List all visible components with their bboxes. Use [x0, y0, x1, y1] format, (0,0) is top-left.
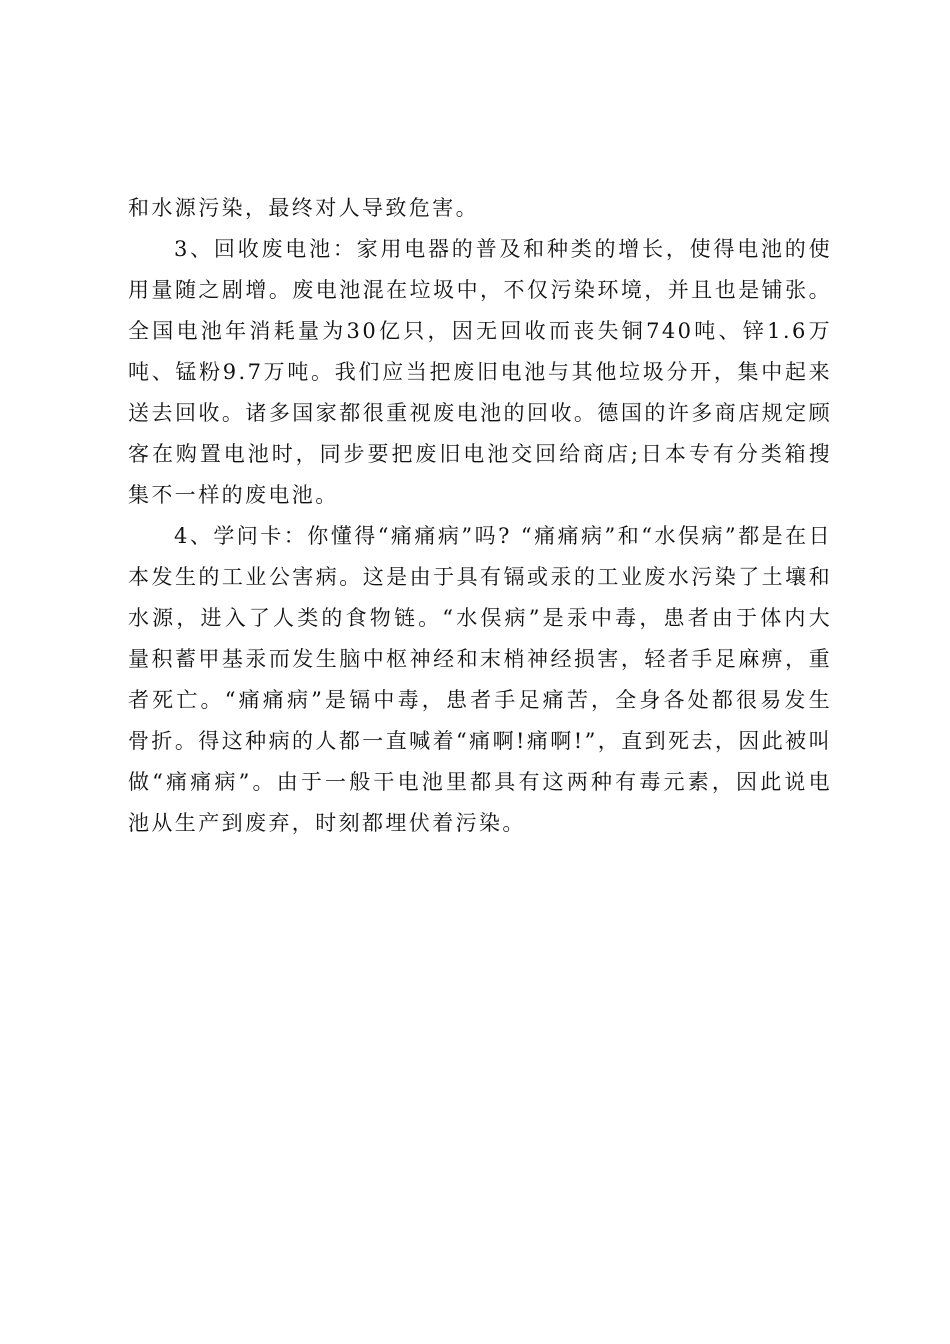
document-body — [128, 188, 832, 844]
paragraph-battery-recycling: 3、回收废电池：家用电器的普及和种类的增长，使得电池的使用量随之剧增。废电池混在垃圾中，不仅污染环境，并且也是铺张。全国电池年消耗量为30亿只，因无回收而丧失铜740吨、锌1.6万吨、锰粉9.7万吨。我们应当把废旧电池与其他垃圾分开，集中起来送去回收。诸多国家都很重视废电池的回收。德国的许多商店规定顾客在购置电池时，同步要把废旧电池交回给商店;日本专有分类箱搜集不一样的废电池。 — [128, 237, 832, 507]
paragraph-continuation: 和水源污染，最终对人导致危害。 — [128, 196, 479, 220]
paragraph-knowledge-card: 4、学问卡：你懂得“痛痛病”吗? “痛痛病”和“水俣病”都是在日本发生的工业公害病。这是由于具有镉或汞的工业废水污染了土壤和水源，进入了人类的食物链。“水俣病”是汞中毒，患者由于体内大量积蓄甲基汞而发生脑中枢神经和末梢神经损害，轻者手足麻痹，重者死亡。“痛痛病”是镉中毒，患者手足痛苦，全身各处都很易发生骨折。得这种病的人都一直喊着“痛啊!痛啊!”，直到死去，因此被叫做“痛痛病”。由于一般干电池里都具有这两种有毒元素，因此说电池从生产到废弃，时刻都埋伏着污染。 — [128, 524, 832, 835]
